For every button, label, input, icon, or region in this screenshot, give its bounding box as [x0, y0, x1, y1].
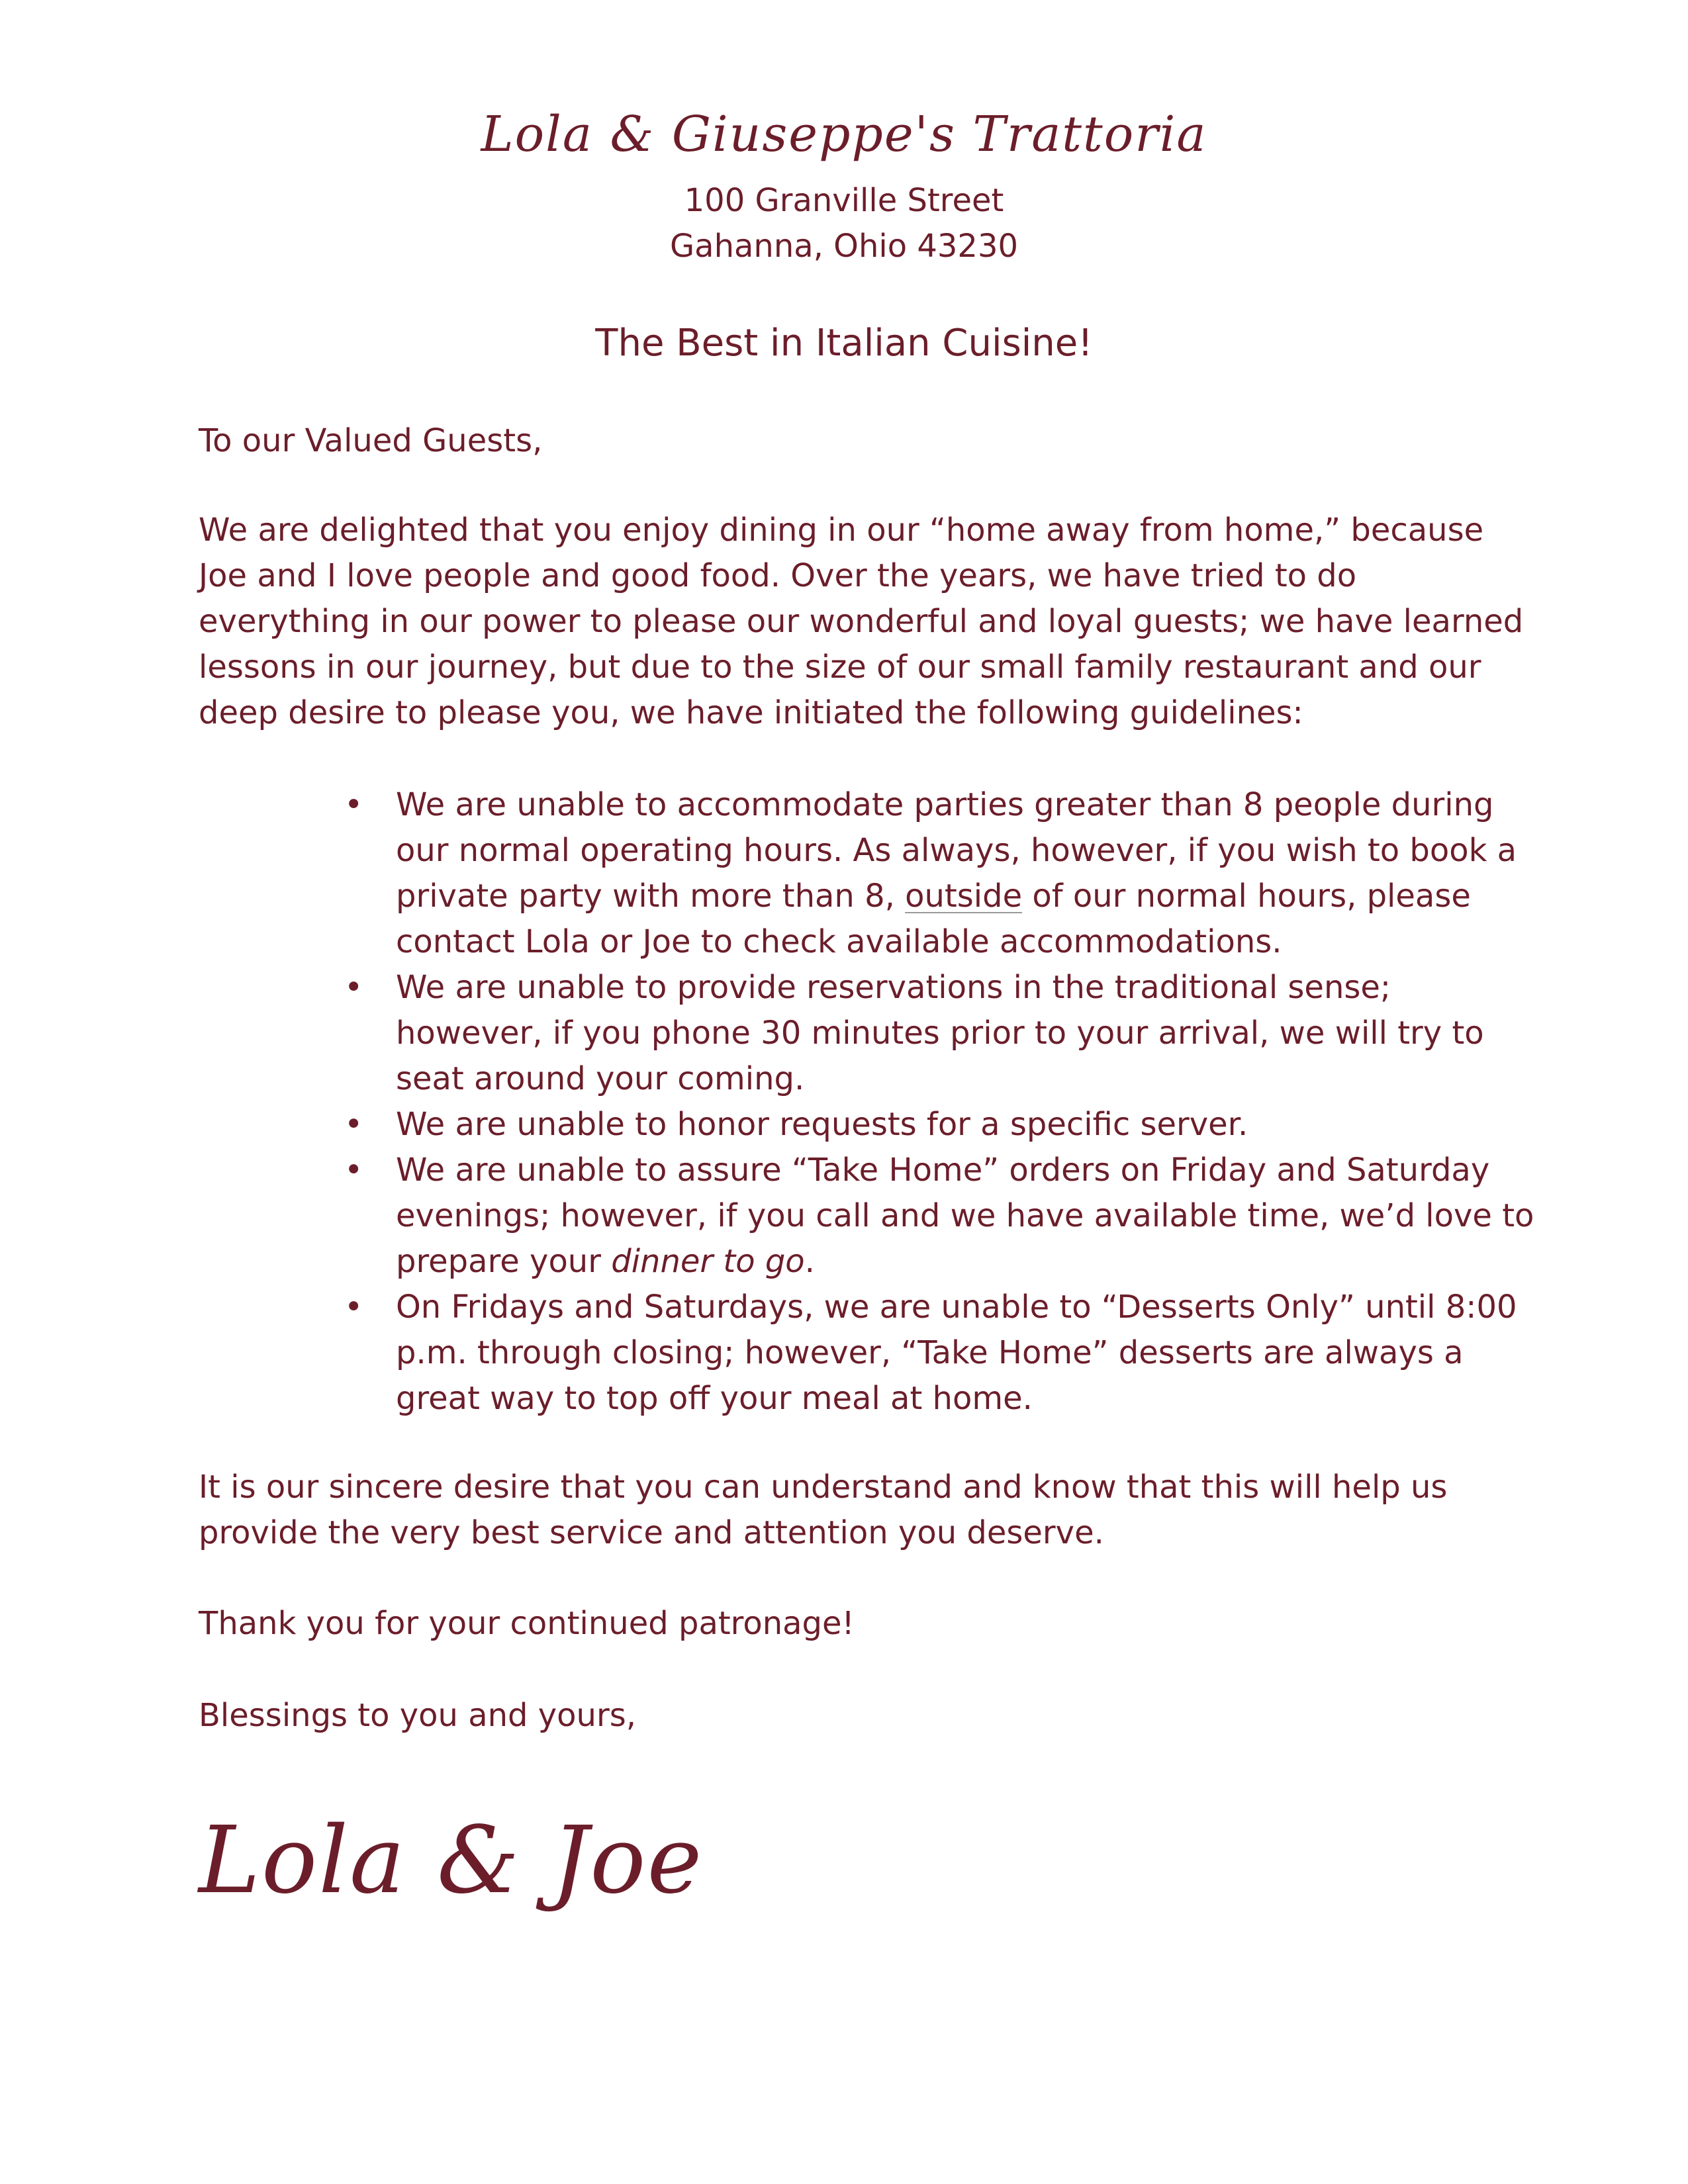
restaurant-name: Lola & Giuseppe's Trattoria [481, 106, 1207, 163]
signature: Lola & Joe [199, 1807, 704, 1915]
guideline-text: We are unable to provide reservations in the traditional sense; however, if you phone 30 minutes prior to your arrival, we will try to seat around your coming. [396, 969, 1484, 1097]
guideline-text: We are unable to honor requests for a specific server. [396, 1106, 1248, 1143]
guideline-text: . [804, 1243, 815, 1280]
salutation: To our Valued Guests, [199, 422, 543, 459]
tagline: The Best in Italian Cuisine! [595, 322, 1093, 365]
guideline-item [344, 1148, 1536, 1285]
bullet-icon: • [344, 1289, 363, 1326]
guideline-item [344, 1285, 1536, 1422]
intro-paragraph: We are delighted that you enjoy dining in our “home away from home,” because Joe and I love people and good food. Over the years, we have tried to do everything in our power to please our wonderful and loyal guests; we have learned lessons in our journey, but due to the size of our small family restaurant and our deep desire to please you, we have initiated the following guidelines: [199, 512, 1524, 731]
address-street: 100 Granville Street [684, 182, 1004, 219]
guideline-text: We are unable to accommodate parties greater than 8 people during our normal operating hours. As always, however, if you wish to book a private party with more than 8, [396, 786, 1517, 915]
guidelines-list [344, 782, 1536, 1422]
guideline-item [344, 1102, 1536, 1148]
bullet-icon: • [344, 786, 363, 823]
guideline-item [344, 782, 1536, 965]
sign-off: Blessings to you and yours, [199, 1697, 636, 1734]
address-city: Gahanna, Ohio 43230 [669, 228, 1019, 265]
guideline-item [344, 965, 1536, 1102]
emphasized-text: dinner to go [611, 1243, 805, 1280]
underlined-word: outside [905, 878, 1023, 915]
guideline-text: of our normal hours, please contact Lola or Joe to check available accommodations. [396, 878, 1471, 960]
guideline-text: On Fridays and Saturdays, we are unable to “Desserts Only” until 8:00 p.m. through closing; however, “Take Home” desserts are always a great way to top off your meal at home. [396, 1289, 1517, 1417]
bullet-icon: • [344, 1152, 363, 1189]
closing-paragraph: It is our sincere desire that you can understand and know that this will help us provide the very best service and attention you deserve. [199, 1469, 1448, 1551]
guideline-text: We are unable to assure “Take Home” orders on Friday and Saturday evenings; however, if you call and we have available time, we’d love to prepare your [396, 1152, 1534, 1280]
thanks-line: Thank you for your continued patronage! [199, 1605, 855, 1642]
bullet-icon: • [344, 1106, 363, 1143]
bullet-icon: • [344, 969, 363, 1006]
